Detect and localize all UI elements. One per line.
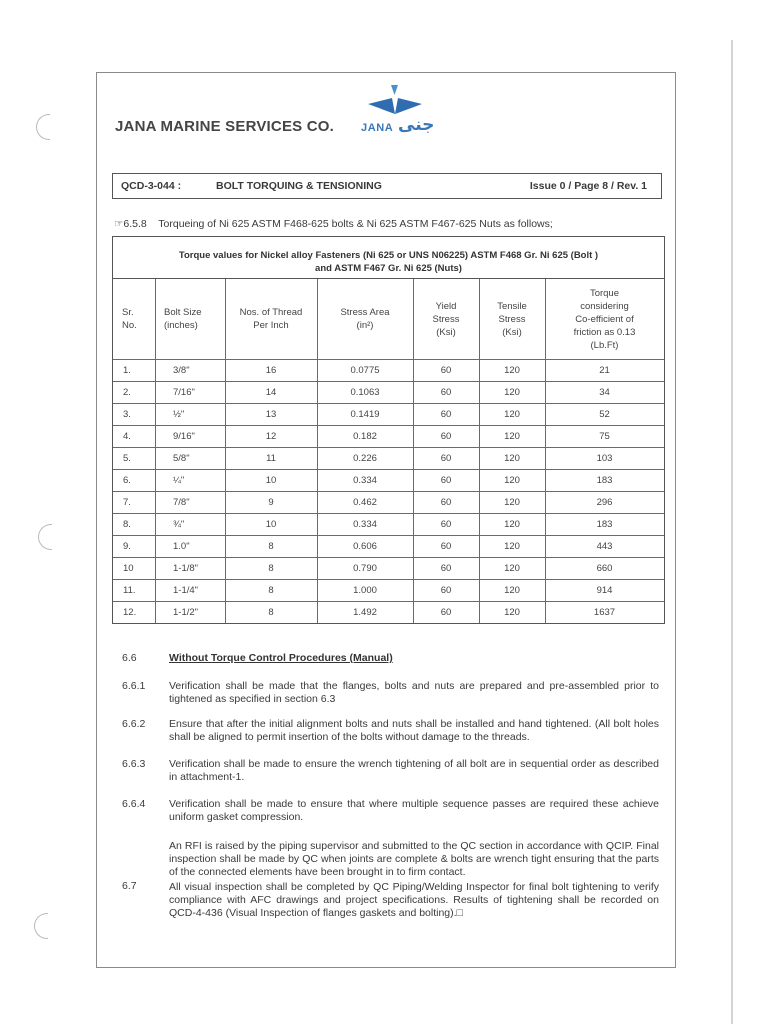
table-cell: ¾" (173, 518, 185, 530)
section-6-6-title: Without Torque Control Procedures (Manual) (169, 652, 393, 664)
table-cell: 9/16" (173, 430, 195, 442)
page-edge-line (731, 40, 733, 1024)
table-cell: 60 (440, 430, 452, 442)
table-cell: 8 (268, 584, 274, 596)
table-cell: 60 (440, 408, 452, 420)
table-cell: 60 (440, 452, 452, 464)
punch-hole-top (36, 114, 50, 140)
table-cell: 183 (596, 518, 613, 530)
table-cell: 9. (123, 540, 131, 552)
section-6-6-1-text: Verification shall be made that the flanges, bolts and nuts are prepared and pre-assembled prior to tightened as specified in section 6.3 (169, 680, 659, 705)
table-header-cell (113, 279, 155, 359)
table-cell: 5/8" (173, 452, 190, 464)
table-cell: 34 (599, 386, 610, 398)
table-header-text: Stress Area (in²) (340, 307, 390, 331)
doc-issue: Issue 0 / Page 8 / Rev. 1 (529, 180, 647, 192)
table-cell: 443 (596, 540, 613, 552)
table-header-text: Torque considering Co-efficient of friction as 0.13 (Lb.Ft) (573, 287, 636, 351)
table-cell: 2. (123, 386, 131, 398)
table-cell: 120 (504, 430, 520, 442)
section-6-6-2-text: Ensure that after the initial alignment bolts and nuts shall be installed and hand tightened. (All bolt holes shall be aligned to permit insertion of the bolts without damage to the threads. (169, 718, 659, 743)
table-cell: 120 (504, 562, 520, 574)
table-cell: 120 (504, 606, 520, 618)
section-6-6-3-number: 6.6.3 (122, 758, 146, 770)
section-6-6-1-number: 6.6.1 (122, 680, 146, 692)
doc-title: BOLT TORQUING & TENSIONING (216, 180, 382, 192)
table-header-text: Sr. No. (122, 307, 137, 331)
table-cell: 103 (596, 452, 613, 464)
table-title-line1: Torque values for Nickel alloy Fasteners (Ni 625 or UNS N06225) ASTM F468 Gr. Ni 625 (Bolt ) (178, 250, 599, 261)
table-cell: 1.0" (173, 540, 190, 552)
table-cell: ¼" (173, 474, 185, 486)
table-cell: 0.790 (353, 562, 377, 574)
table-cell: 1-1/8" (173, 562, 199, 574)
table-header-cell (479, 279, 545, 359)
table-cell: 120 (504, 518, 520, 530)
table-cell: 8 (268, 562, 274, 574)
section-6-6-4-number: 6.6.4 (122, 798, 146, 810)
section-6-6-number: 6.6 (122, 652, 137, 664)
table-header-cell (225, 279, 317, 359)
clause-6-5-8 (114, 218, 553, 230)
table-cell: 4. (123, 430, 131, 442)
table-title-line2: and ASTM F467 Gr. Ni 625 (Nuts) (315, 263, 462, 274)
logo-arabic-text: جنى (398, 115, 435, 135)
table-cell: 914 (596, 584, 613, 596)
table-cell: 1-1/4" (173, 584, 199, 596)
table-header-text: Tensile Stress (Ksi) (497, 300, 527, 338)
table-cell: 1. (123, 364, 131, 376)
table-cell: 120 (504, 584, 520, 596)
table-cell: 183 (596, 474, 613, 486)
table-title (113, 237, 664, 279)
punch-hole-bottom (34, 913, 48, 939)
document-header-box (112, 173, 662, 199)
table-cell: 120 (504, 496, 520, 508)
torque-table (112, 236, 665, 624)
logo-text: JANA (361, 122, 394, 134)
company-name: JANA MARINE SERVICES CO. (115, 118, 335, 135)
table-cell: 12. (123, 606, 137, 618)
table-header-cell (545, 279, 664, 359)
table-cell: 0.0775 (350, 364, 380, 376)
table-cell: 60 (440, 584, 452, 596)
section-6-6-3-text: Verification shall be made to ensure the wrench tightening of all bolt are in sequential order as described in attachment-1. (169, 758, 659, 783)
clause-number: ☞6.5.8 (114, 218, 147, 230)
table-header-cell (317, 279, 413, 359)
table-cell: 10 (265, 518, 277, 530)
table-cell: 7/8" (173, 496, 190, 508)
table-cell: 0.334 (353, 518, 377, 530)
table-cell: 8 (268, 606, 274, 618)
doc-code: QCD-3-044 : (121, 180, 182, 192)
table-cell: 60 (440, 496, 452, 508)
table-header-text: Bolt Size (inches) (164, 307, 202, 331)
table-cell: 120 (504, 364, 520, 376)
table-cell: 0.462 (353, 496, 377, 508)
table-cell: 0.1063 (350, 386, 380, 398)
table-cell: 1637 (593, 606, 616, 618)
table-cell: 60 (440, 562, 452, 574)
table-cell: 75 (599, 430, 610, 442)
table-cell: 0.182 (353, 430, 377, 442)
table-cell: 10 (123, 562, 134, 574)
table-header-text: Yield Stress (Ksi) (432, 300, 460, 338)
table-cell: 14 (265, 386, 277, 398)
table-cell: 52 (599, 408, 610, 420)
table-cell: 0.226 (353, 452, 377, 464)
table-cell: 1.492 (353, 606, 377, 618)
company-logo (358, 84, 442, 146)
table-cell: 3. (123, 408, 131, 420)
table-cell: 1.000 (353, 584, 377, 596)
table-cell: 60 (440, 386, 452, 398)
table-cell: 60 (440, 540, 452, 552)
table-cell: 60 (440, 518, 452, 530)
table-cell: 11. (123, 584, 136, 596)
table-cell: 120 (504, 540, 520, 552)
section-6-7-number: 6.7 (122, 880, 137, 892)
table-cell: 120 (504, 386, 520, 398)
table-cell: 0.334 (353, 474, 377, 486)
table-cell: ½" (173, 408, 185, 420)
table-cell: 3/8" (173, 364, 190, 376)
table-cell: 5. (123, 452, 131, 464)
table-cell: 60 (440, 606, 452, 618)
table-header-cell (413, 279, 479, 359)
table-cell: 1-1/2" (173, 606, 199, 618)
table-cell: 10 (265, 474, 277, 486)
rfi-paragraph: An RFI is raised by the piping supervisor and submitted to the QC section in accordance with QCIP. Final inspection shall be made by QC when joints are complete & bolts are wrench tight ensuring that the parts of the connected elements have been brought in to firm contact. (169, 840, 659, 878)
table-cell: 12 (265, 430, 277, 442)
table-cell: 8. (123, 518, 131, 530)
table-cell: 7/16" (173, 386, 195, 398)
clause-text: Torqueing of Ni 625 ASTM F468-625 bolts & Ni 625 ASTM F467-625 Nuts as follows; (158, 218, 553, 230)
table-cell: 120 (504, 452, 520, 464)
table-cell: 13 (265, 408, 277, 420)
table-cell: 7. (123, 496, 131, 508)
table-cell: 9 (268, 496, 274, 508)
table-cell: 21 (599, 364, 610, 376)
table-cell: 60 (440, 364, 452, 376)
table-cell: 0.1419 (350, 408, 380, 420)
section-6-6-4-text: Verification shall be made to ensure that where multiple sequence passes are required these achieve uniform gasket compression. (169, 798, 659, 823)
section-6-6-2-number: 6.6.2 (122, 718, 146, 730)
table-cell: 11 (266, 452, 276, 464)
table-cell: 120 (504, 474, 520, 486)
table-header-cell (155, 279, 225, 359)
punch-hole-middle (38, 524, 52, 550)
table-cell: 120 (504, 408, 520, 420)
table-cell: 8 (268, 540, 274, 552)
table-cell: 660 (596, 562, 613, 574)
table-cell: 296 (596, 496, 613, 508)
table-cell: 16 (265, 364, 277, 376)
section-6-7-text: All visual inspection shall be completed by QC Piping/Welding Inspector for final bolt tightening to verify compliance with AFC drawings and project specifications. Results of tightening shall be recorded on QCD-4-436 (Visual Inspection of flanges gaskets and bolting).□ (169, 881, 659, 919)
table-cell: 0.606 (353, 540, 377, 552)
table-header-text: Nos. of Thread Per Inch (239, 307, 303, 331)
table-cell: 6. (123, 474, 131, 486)
table-cell: 60 (440, 474, 452, 486)
